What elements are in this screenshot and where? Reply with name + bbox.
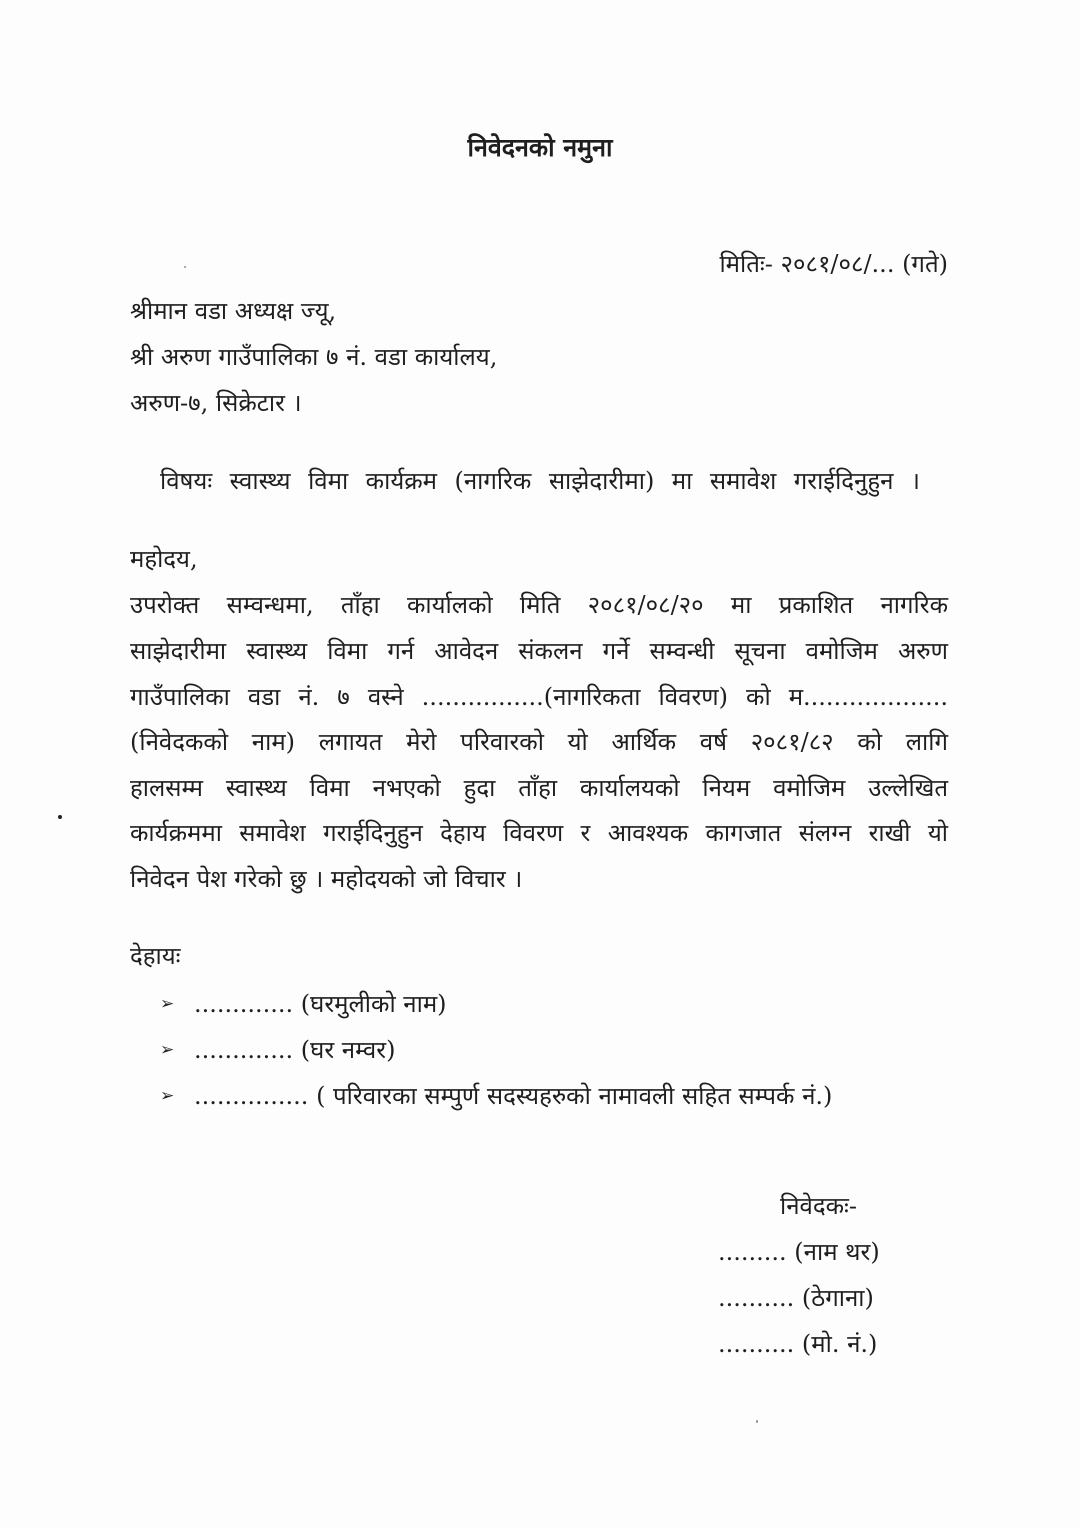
applicant-field: .......... (मो. नं.): [718, 1330, 878, 1358]
arrowhead-bullet-icon: ➢: [160, 1086, 175, 1106]
date-line: मितिः- २०८१/०८/... (गते): [719, 250, 948, 278]
body-line: हालसम्म स्वास्थ्य विमा नभएको हुदा ताँहा कार्यालयको नियम वमोजिम उल्लेखित: [130, 774, 948, 802]
address-line: श्रीमान वडा अध्यक्ष ज्यू,: [130, 297, 337, 325]
subject-line: विषयः स्वास्थ्य विमा कार्यक्रम (नागरिक साझेदारीमा) मा समावेश गराईदिनुहुन ।: [160, 467, 920, 495]
arrowhead-bullet-icon: ➢: [160, 994, 175, 1014]
body-line: (निवेदकको नाम) लगायत मेरो परिवारको यो आर्थिक वर्ष २०८१/८२ को लागि: [130, 728, 948, 756]
body-line: साझेदारीमा स्वास्थ्य विमा गर्न आवेदन संकलन गर्ने सम्वन्धी सूचना वमोजिम अरुण: [130, 637, 948, 665]
list-item: [160, 1034, 395, 1066]
address-line: श्री अरुण गाउँपालिका ७ नं. वडा कार्यालय,: [130, 343, 498, 371]
list-item: [160, 1080, 832, 1112]
applicant-field: .......... (ठेगाना): [718, 1284, 874, 1312]
body-line: गाउँपालिका वडा नं. ७ वस्ने ................(नागरिकता विवरण) को म...................: [130, 683, 948, 711]
body-line: निवेदन पेश गरेको छु । महोदयको जो विचार ।: [130, 865, 523, 893]
page-title: निवेदनको नमुना: [467, 133, 613, 162]
detail-text: ............. (घर नम्वर): [194, 1036, 396, 1064]
detail-text: ............. (घरमुलीको नाम): [194, 990, 447, 1018]
applicant-field: ......... (नाम थर): [718, 1238, 880, 1266]
scan-speck: [756, 1420, 758, 1423]
address-line: अरुण-७, सिक्रेटार ।: [130, 389, 302, 417]
body-line: कार्यक्रममा समावेश गराईदिनुहुन देहाय विवरण र आवश्यक कागजात संलग्न राखी यो: [130, 819, 948, 847]
salutation: महोदय,: [130, 545, 198, 573]
body-line: उपरोक्त सम्वन्धमा, ताँहा कार्यालको मिति २०८१/०८/२० मा प्रकाशित नागरिक: [130, 591, 948, 619]
list-item: [160, 988, 447, 1020]
scan-speck: [184, 266, 186, 268]
applicant-label: निवेदकः-: [780, 1192, 858, 1220]
details-label: देहायः: [130, 942, 181, 970]
arrowhead-bullet-icon: ➢: [160, 1040, 175, 1060]
detail-text: ............... ( परिवारका सम्पुर्ण सदस्यहरुको नामावली सहित सम्पर्क नं.): [194, 1082, 833, 1110]
scan-speck: [58, 815, 62, 819]
